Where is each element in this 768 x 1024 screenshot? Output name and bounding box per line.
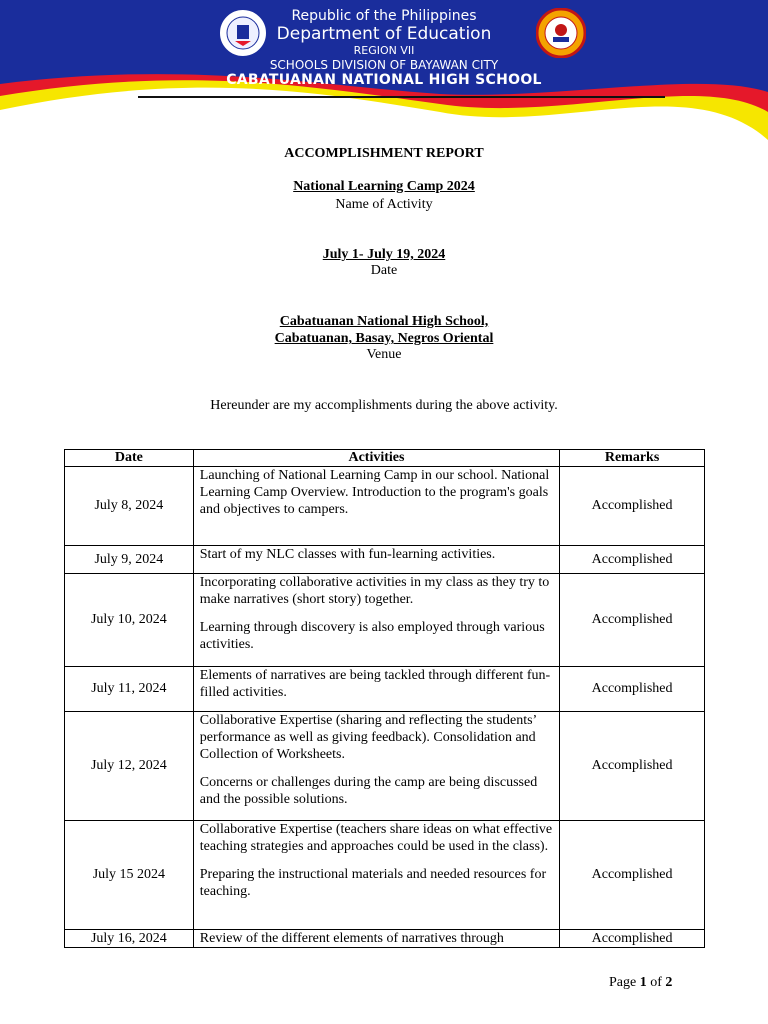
- activity-text: Learning through discovery is also employed through various activities.: [199, 620, 545, 652]
- table-row: [65, 821, 705, 930]
- row-remarks: Accomplished: [560, 574, 705, 667]
- department-line: Department of Education: [276, 24, 492, 44]
- table-row: [65, 546, 705, 574]
- activity-text: Collaborative Expertise (sharing and reflecting the students’ performance as well as giving feedback). Consolidation and Collection of Worksheets.: [199, 713, 537, 762]
- republic-line: Republic of the Philippines: [291, 8, 477, 24]
- row-remarks: Accomplished: [560, 930, 705, 948]
- table-row: [65, 467, 705, 546]
- row-activities: [193, 546, 559, 574]
- table-row: [65, 667, 705, 712]
- page-word: Page: [609, 975, 637, 990]
- activity-text: Preparing the instructional materials and needed resources for teaching.: [199, 867, 547, 899]
- row-remarks: Accomplished: [560, 821, 705, 930]
- table-row: [65, 574, 705, 667]
- header-date: Date: [65, 450, 194, 467]
- report-title: ACCOMPLISHMENT REPORT: [284, 146, 484, 161]
- table-header-row: [65, 450, 705, 467]
- date-value: July 1- July 19, 2024: [322, 247, 446, 262]
- division-line: SCHOOLS DIVISION OF BAYAWAN CITY: [269, 58, 499, 72]
- venue-label: Venue: [366, 347, 402, 362]
- venue-line-2: Cabatuanan, Basay, Negros Oriental: [274, 331, 494, 346]
- table-row: [65, 712, 705, 821]
- page-number: [609, 975, 672, 991]
- date-label: Date: [370, 263, 398, 278]
- row-activities: [193, 821, 559, 930]
- header-remarks: Remarks: [560, 450, 705, 467]
- activity-text: Incorporating collaborative activities in my class as they try to make narratives (short story) together.: [199, 575, 550, 607]
- activity-name: National Learning Camp 2024: [293, 179, 475, 194]
- of-word: of: [650, 975, 662, 990]
- region-line: REGION VII: [353, 44, 415, 57]
- header-divider: [138, 96, 665, 98]
- row-date: July 12, 2024: [65, 712, 194, 821]
- table-row: [65, 930, 705, 948]
- total-pages: 2: [665, 975, 673, 990]
- activity-text: Review of the different elements of narratives through: [199, 931, 504, 946]
- header-activities: Activities: [193, 450, 559, 467]
- school-line: CABATUANAN NATIONAL HIGH SCHOOL: [226, 72, 542, 88]
- letterhead: [0, 0, 768, 140]
- activity-text: Concerns or challenges during the camp are being discussed and the possible solutions.: [199, 775, 538, 807]
- activity-text: Start of my NLC classes with fun-learning activities.: [199, 547, 496, 562]
- venue-line-1: Cabatuanan National High School,: [279, 314, 489, 329]
- row-date: July 10, 2024: [65, 574, 194, 667]
- row-remarks: Accomplished: [560, 667, 705, 712]
- row-activities: [193, 930, 559, 948]
- intro-text: Hereunder are my accomplishments during the above activity.: [210, 398, 558, 413]
- row-date: July 8, 2024: [65, 467, 194, 546]
- activity-text: Launching of National Learning Camp in our school. National Learning Camp Overview. Introduction to the program's goals and objectives to campers.: [199, 468, 550, 517]
- row-remarks: Accomplished: [560, 546, 705, 574]
- row-activities: [193, 467, 559, 546]
- row-activities: [193, 574, 559, 667]
- current-page: 1: [639, 975, 647, 990]
- accomplishment-table: [64, 449, 705, 948]
- row-date: July 16, 2024: [65, 930, 194, 948]
- row-date: July 11, 2024: [65, 667, 194, 712]
- row-remarks: Accomplished: [560, 467, 705, 546]
- activity-label: Name of Activity: [335, 197, 433, 212]
- activity-text: Elements of narratives are being tackled through different fun-filled activities.: [199, 668, 551, 700]
- row-activities: [193, 712, 559, 821]
- row-date: July 9, 2024: [65, 546, 194, 574]
- row-remarks: Accomplished: [560, 712, 705, 821]
- row-date: July 15 2024: [65, 821, 194, 930]
- activity-text: Collaborative Expertise (teachers share ideas on what effective teaching strategies and approaches could be used in the class).: [199, 822, 553, 854]
- row-activities: [193, 667, 559, 712]
